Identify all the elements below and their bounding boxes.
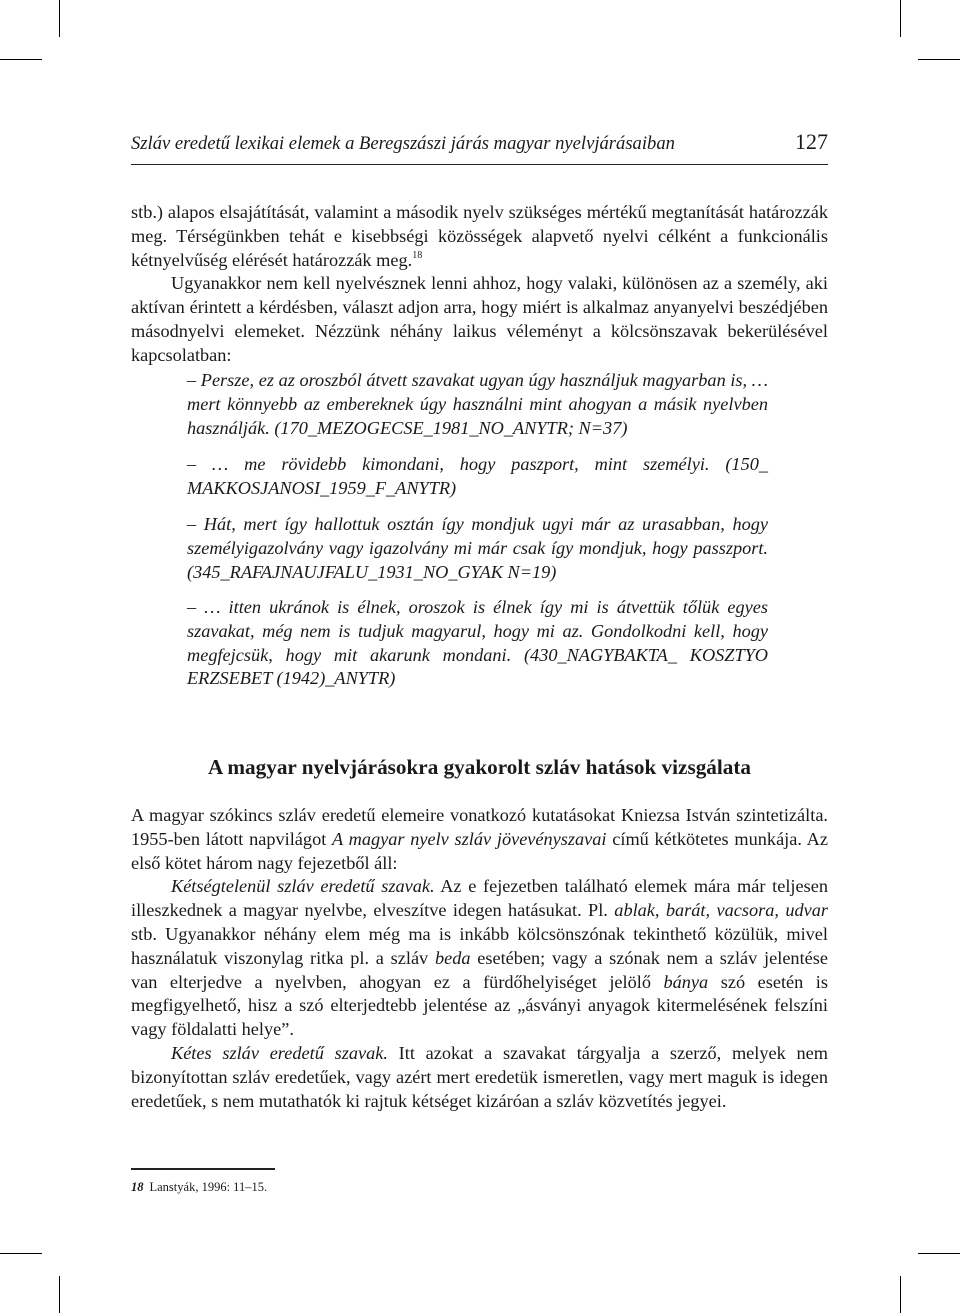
crop-mark-left-bottom <box>0 1253 42 1254</box>
crop-mark-left-top <box>0 59 42 60</box>
running-title: Szláv eredetű lexikai elemek a Beregszászi járás magyar nyelvjárásaiban <box>131 133 675 154</box>
running-head <box>131 129 828 155</box>
crop-mark-bottom-left <box>59 1276 60 1313</box>
crop-mark-top-right <box>900 0 901 37</box>
paragraph: Kétségtelenül szláv eredetű szavak. Az e fejezetben található elemek mára már teljesen illeszkednek a magyar nyelvbe, elveszítve idegen hatásukat. Pl. ablak, barát, vacsora, udvar stb. Ugyanakkor néhány elem még ma is inkább kölcsönszónak tekinthető közülük, mivel használatuk viszonylag ritka pl. a szláv beda esetében; vagy a szónak nem a szláv jelentése van elterjedve a nyelvben, ahogyan ez a fürdőhelyiséget jelölő bánya szó esetén is megfigyelhető, hisz a szó elterjedtebb jelentése az „ásványi anyagok kitermelésének felszíni vagy földalatti helye”. <box>131 876 829 1040</box>
chapter-lead: Kétes szláv eredetű szavak. <box>171 1042 388 1063</box>
paragraph: Kétes szláv eredetű szavak. Itt azokat a szavakat tárgyalja a szerző, melyek nem bizonyítottan szláv eredetűek, vagy azért mert eredetük ismeretlen, vagy mert maguk is idegen eredetűek, s nem mutathatók ki rajtuk kétséget kizáróan a szláv közvetítés jegyei. <box>131 1042 828 1111</box>
footnote <box>131 1180 267 1195</box>
crop-mark-top-left <box>59 0 60 37</box>
quote-2: – … me rövidebb kimondani, hogy paszport, mint személyi. (150_ MAKKOSJANOSI_1959_F_ANYTR) <box>187 454 768 498</box>
body-text-top <box>131 201 828 368</box>
footnote-ref[interactable]: 18 <box>412 249 423 261</box>
crop-mark-right-top <box>918 59 960 60</box>
footnote-rule <box>131 1168 275 1170</box>
quote-4: – … itten ukránok is élnek, oroszok is élnek így mi is átvettük tőlük egyes szavakat, még nem is tudjuk magyarul, hogy mi az. Gondolkodni kell, hogy megfejcsük, hogy mit akarunk mondani. (430_NAGYBAKTA_ KOSZTYO ERZSEBET (1942)_ANYTR) <box>187 597 768 689</box>
footnote-text: Lanstyák, 1996: 11–15. <box>149 1180 268 1194</box>
crop-mark-right-bottom <box>918 1253 960 1254</box>
footnote-number: 18 <box>131 1180 144 1194</box>
quote-1: – Persze, ez az oroszból átvett szavakat ugyan úgy használjuk magyarban is, … mert könnyebb az embereknek úgy használni mint ahogyan a másik nyelvben használják. (170_MEZOGECSE_1981_NO_ANYTR; N=37) <box>187 370 768 438</box>
chapter-lead: Kétségtelenül szláv eredetű szavak. <box>171 876 435 897</box>
page-number: 127 <box>795 129 828 154</box>
quote-3: – Hát, mert így hallottuk osztán így mondjuk ugyi már az urasabban, hogy személyigazolvány vagy igazolvány mi már csak így mondjuk, hogy passzport. (345_RAFAJNAUJFALU_1931_NO_GYAK N=19) <box>187 514 768 582</box>
header-rule <box>131 164 828 165</box>
body-text-bottom <box>131 804 828 1113</box>
crop-mark-bottom-right <box>900 1276 901 1313</box>
paragraph: stb.) alapos elsajátítását, valamint a második nyelv szükséges mértékű megtanítását határozzák meg. Térségünkben tehát e kisebbségi közösségek alapvető nyelvi célként a funkcionális kétnyelvűség elérését határozzák meg.$^{18}$ <box>131 202 828 270</box>
paragraph: A magyar szókincs szláv eredetű elemeire vonatkozó kutatásokat Kniezsa István szintetizálta. 1955-ben látott napvilágot A magyar nyelv szláv jövevényszavai című kétkötetes munkája. Az első kötet három nagy fejezetből áll: <box>131 805 828 873</box>
book-title: A magyar nyelv szláv jövevényszavai <box>332 828 607 849</box>
paragraph: Ugyanakkor nem kell nyelvésznek lenni ahhoz, hogy valaki, különösen az a személy, aki aktívan érintett a kérdésben, választ adjon arra, hogy miért is alkalmaz anyanyelvi beszédjében másodnyelvi elemeket. Nézzünk néhány laikus véleményt a kölcsönszavak bekerülésével kapcsolatban: <box>131 273 828 365</box>
section-heading: A magyar nyelvjárásokra gyakorolt szláv hatások vizsgálata <box>207 755 752 779</box>
